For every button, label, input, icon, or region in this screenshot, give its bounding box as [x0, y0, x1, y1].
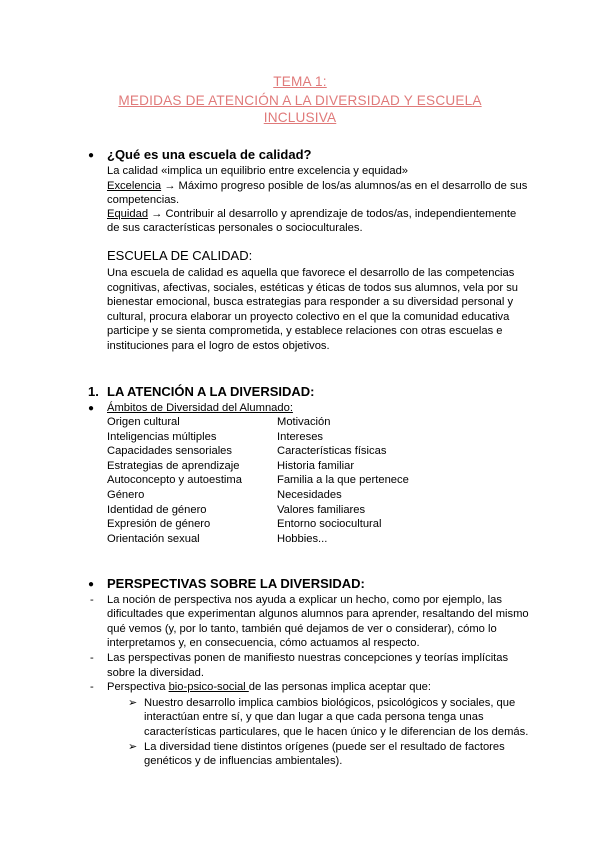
section-number: 1.: [88, 384, 99, 399]
list-item: Hobbies...: [277, 532, 328, 545]
arrow-bullet-icon: ➢: [128, 697, 138, 709]
perspectivas-p1-line1: La noción de perspectiva nos ayuda a explicar un hecho, como por ejemplo, las: [107, 594, 502, 606]
section-heading-atencion: LA ATENCIÓN A LA DIVERSIDAD:: [107, 384, 315, 399]
dash-marker: -: [90, 594, 94, 606]
equidad-line: [107, 207, 516, 221]
list-item: Historia familiar: [277, 459, 355, 472]
dash-marker: -: [90, 652, 94, 664]
p3-suffix: de las personas implica aceptar que:: [248, 681, 431, 693]
excelencia-definition: → Máximo progreso posible de los/as alumnos/as en el desarrollo de sus: [161, 180, 528, 192]
list-item: Estrategias de aprendizaje: [107, 459, 240, 472]
list-item: Valores familiares: [277, 503, 366, 516]
list-item: Intereses: [277, 430, 324, 443]
equidad-line2: de sus características personales o socioculturales.: [107, 222, 363, 234]
doc-title-line2: MEDIDAS DE ATENCIÓN A LA DIVERSIDAD Y ESCUELA: [118, 93, 482, 108]
sub2-line1: La diversidad tiene distintos orígenes (puede ser el resultado de factores: [144, 741, 505, 753]
escuela-line-2: cognitivas, afectivas, sociales, estéticas y éticas de todos sus alumnos, vela por su: [107, 282, 519, 294]
doc-title-line1: TEMA 1:: [273, 74, 327, 89]
list-item: Origen cultural: [107, 416, 180, 428]
ambitos-right-column: [277, 415, 409, 546]
sub1-line3: características particulares, que le hacen único y le diferencian de los demás.: [144, 726, 529, 738]
p3-prefix: Perspectiva: [107, 681, 169, 693]
sub1-line1: Nuestro desarrollo implica cambios biológicos, psicológicos y sociales, que: [144, 697, 516, 709]
ambitos-left-column: [107, 415, 242, 546]
list-item: Género: [107, 488, 145, 501]
excelencia-term: Excelencia: [107, 180, 162, 192]
dash-marker: -: [90, 681, 94, 693]
escuela-line-6: instituciones para el logro de estos objetivos.: [107, 340, 330, 352]
perspectivas-p3-line: [107, 680, 431, 694]
escuela-line-4: cultural, procura elaborar un proyecto colectivo en el que la comunidad educativa: [107, 311, 510, 323]
equidad-term: Equidad: [107, 208, 149, 220]
bullet-icon: ●: [88, 579, 95, 590]
calidad-intro: La calidad «implica un equilibrio entre excelencia y equidad»: [107, 165, 409, 177]
perspectivas-p2-line1: Las perspectivas ponen de manifiesto nuestras concepciones y teorías implícitas: [107, 652, 509, 664]
perspectivas-p1-line2: dificultades que experimentan algunos alumnos para aprender, resaltando del mismo: [107, 608, 529, 620]
escuela-line-5: participe y se sienta comprometida, y establece relaciones con otras escuelas e: [107, 325, 503, 337]
perspectivas-p2-line2: sobre la diversidad.: [107, 667, 205, 679]
list-item: Familia a la que pertenece: [277, 474, 409, 487]
section-heading-escuela: ESCUELA DE CALIDAD:: [107, 248, 253, 263]
list-item: Necesidades: [277, 488, 342, 501]
excelencia-line2: competencias.: [107, 194, 180, 206]
doc-title-line3: INCLUSIVA: [263, 110, 337, 125]
list-item: Expresión de género: [107, 518, 211, 531]
perspectivas-p1-line3: qué vemos (y, por lo tanto, también qué dejamos de ver o considerar), cómo lo: [107, 623, 497, 635]
escuela-line-3: bienestar emocional, busca estrategias para responder a su diversidad personal y: [107, 296, 514, 308]
sub2-line2: genéticos y de influencias ambientales).: [144, 755, 343, 767]
perspectivas-p1-line4: interpretamos y, en consecuencia, cómo actuamos al respecto.: [107, 637, 420, 649]
list-item: Orientación sexual: [107, 532, 200, 545]
equidad-definition: → Contribuir al desarrollo y aprendizaje de todos/as, independientemente: [148, 208, 517, 220]
bullet-icon: ●: [88, 403, 95, 414]
ambitos-subheading: Ámbitos de Diversidad del Alumnado:: [107, 402, 293, 414]
section-heading-perspectivas: PERSPECTIVAS SOBRE LA DIVERSIDAD:: [107, 576, 365, 591]
list-item: Identidad de género: [107, 503, 207, 516]
bio-psico-social-term: bio-psico-social: [168, 681, 249, 693]
list-item: Entorno sociocultural: [277, 518, 382, 531]
list-item: Motivación: [277, 416, 331, 428]
list-item: Características físicas: [277, 445, 387, 458]
section-heading-calidad: ¿Qué es una escuela de calidad?: [107, 147, 312, 162]
list-item: Autoconcepto y autoestima: [107, 474, 242, 487]
list-item: Inteligencias múltiples: [107, 430, 217, 443]
escuela-line-1: Una escuela de calidad es aquella que favorece el desarrollo de las competencias: [107, 267, 515, 279]
bullet-icon: ●: [88, 150, 95, 161]
arrow-bullet-icon: ➢: [128, 741, 138, 753]
excelencia-line: [107, 179, 527, 193]
sub1-line2: interactúan entre sí, y que dan lugar a que cada persona tenga unas: [144, 711, 484, 723]
list-item: Capacidades sensoriales: [107, 445, 233, 458]
